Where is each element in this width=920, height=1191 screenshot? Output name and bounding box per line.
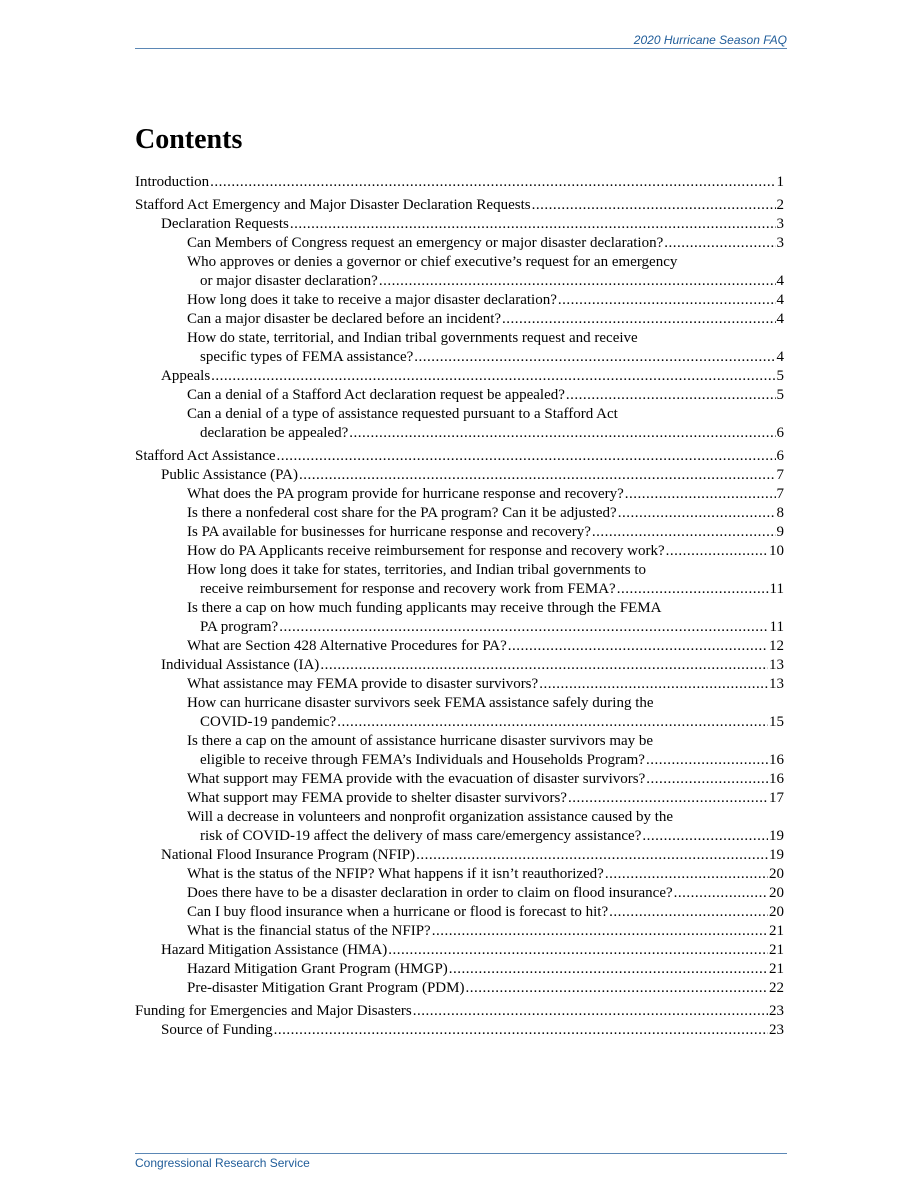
dot-leader <box>642 827 768 846</box>
toc-entry-label: Can I buy flood insurance when a hurricane or flood is forecast to hit? <box>187 904 609 920</box>
toc-page-number: 7 <box>776 486 784 502</box>
toc-page-number: 17 <box>769 790 784 806</box>
dot-leader <box>416 846 768 865</box>
toc-page-number: 16 <box>769 771 784 787</box>
dot-leader <box>432 922 768 941</box>
dot-leader <box>465 979 768 998</box>
toc-entry[interactable] <box>135 580 784 599</box>
dot-leader <box>605 865 768 884</box>
toc-page-number: 12 <box>769 638 784 654</box>
dot-leader <box>664 234 775 253</box>
toc-page-number: 13 <box>769 676 784 692</box>
toc-entry[interactable] <box>135 424 784 443</box>
dot-leader <box>502 310 775 329</box>
dot-leader <box>210 173 775 192</box>
toc-entry[interactable] <box>135 386 784 405</box>
toc-entry-label: What does the PA program provide for hurricane response and recovery? <box>187 486 624 502</box>
toc-entry-label: Introduction <box>135 174 210 190</box>
dot-leader <box>299 466 776 485</box>
dot-leader <box>666 542 768 561</box>
dot-leader <box>290 215 776 234</box>
toc-entry-label: Stafford Act Assistance <box>135 448 276 464</box>
toc-entry[interactable] <box>135 941 784 960</box>
toc-page-number: 5 <box>776 368 784 384</box>
toc-entry-label: risk of COVID-19 affect the delivery of mass care/emergency assistance? <box>200 828 642 844</box>
toc-page-number: 19 <box>769 847 784 863</box>
toc-page-number: 10 <box>769 543 784 559</box>
toc-entry-heading-line: Who approves or denies a governor or chief executive’s request for an emergency <box>187 254 678 270</box>
toc-page-number: 23 <box>769 1022 784 1038</box>
toc-entry-heading-line: How do state, territorial, and Indian tribal governments request and receive <box>187 330 638 346</box>
toc-entry[interactable] <box>135 922 784 941</box>
toc-entry[interactable] <box>135 960 784 979</box>
dot-leader <box>349 424 775 443</box>
toc-entry-label: Can a major disaster be declared before an incident? <box>187 311 502 327</box>
toc-page-number: 4 <box>776 349 784 365</box>
dot-leader <box>211 367 775 386</box>
dot-leader <box>539 675 768 694</box>
toc-entry[interactable] <box>135 466 784 485</box>
toc-entry[interactable] <box>135 234 784 253</box>
toc-entry[interactable] <box>135 637 784 656</box>
toc-page-number: 13 <box>769 657 784 673</box>
dot-leader <box>646 770 768 789</box>
toc-entry-label: What support may FEMA provide to shelter disaster survivors? <box>187 790 567 806</box>
dot-leader <box>532 196 776 215</box>
page-title: Contents <box>135 124 243 155</box>
dot-leader <box>617 580 769 599</box>
dot-leader <box>274 1021 768 1040</box>
dot-leader <box>674 884 768 903</box>
toc-page-number: 2 <box>776 197 784 213</box>
toc-entry-label: specific types of FEMA assistance? <box>200 349 414 365</box>
toc-entry[interactable] <box>135 542 784 561</box>
toc-page-number: 19 <box>769 828 784 844</box>
toc-page-number: 4 <box>776 273 784 289</box>
toc-entry-label: What support may FEMA provide with the evacuation of disaster survivors? <box>187 771 646 787</box>
toc-page-number: 11 <box>769 581 784 597</box>
dot-leader <box>566 386 776 405</box>
toc-entry-label: Source of Funding <box>161 1022 273 1038</box>
toc-page-number: 8 <box>776 505 784 521</box>
toc-entry-label: Individual Assistance (IA) <box>161 657 320 673</box>
dot-leader <box>592 523 776 542</box>
toc-page-number: 5 <box>776 387 784 403</box>
toc-page-number: 4 <box>776 311 784 327</box>
toc-entry[interactable] <box>135 272 784 291</box>
toc-entry[interactable] <box>135 348 784 367</box>
toc-page-number: 21 <box>769 923 784 939</box>
toc-entry-label: Is PA available for businesses for hurricane response and recovery? <box>187 524 591 540</box>
toc-page-number: 11 <box>769 619 784 635</box>
toc-entry-label: declaration be appealed? <box>200 425 349 441</box>
toc-entry-label: What is the financial status of the NFIP? <box>187 923 431 939</box>
toc-entry[interactable] <box>135 1021 784 1040</box>
dot-leader <box>320 656 768 675</box>
toc-entry-label: How do PA Applicants receive reimbursement for response and recovery work? <box>187 543 665 559</box>
toc-entry[interactable] <box>135 1002 784 1021</box>
toc-entry-label: Pre-disaster Mitigation Grant Program (PDM) <box>187 980 465 996</box>
toc-page-number: 21 <box>769 961 784 977</box>
toc-entry-heading-line: Is there a cap on how much funding applicants may receive through the FEMA <box>187 600 662 616</box>
toc-page-number: 15 <box>769 714 784 730</box>
toc-entry[interactable] <box>135 523 784 542</box>
toc-entry-heading-line: Is there a cap on the amount of assistance hurricane disaster survivors may be <box>187 733 654 749</box>
toc-entry-heading-line: How long does it take for states, territories, and Indian tribal governments to <box>187 562 647 578</box>
toc-entry-label: Hazard Mitigation Grant Program (HMGP) <box>187 961 448 977</box>
dot-leader <box>277 447 776 466</box>
toc-entry-label: Hazard Mitigation Assistance (HMA) <box>161 942 388 958</box>
toc-page-number: 6 <box>776 425 784 441</box>
toc-entry-label: What assistance may FEMA provide to disaster survivors? <box>187 676 539 692</box>
dot-leader <box>625 485 776 504</box>
toc-entry-label: Is there a nonfederal cost share for the PA program? Can it be adjusted? <box>187 505 617 521</box>
toc-entry[interactable] <box>135 196 784 215</box>
toc-entry[interactable] <box>135 865 784 884</box>
toc-page-number: 1 <box>776 174 784 190</box>
dot-leader <box>449 960 768 979</box>
toc-page-number: 16 <box>769 752 784 768</box>
running-header: 2020 Hurricane Season FAQ <box>633 33 787 47</box>
toc-entry-label: National Flood Insurance Program (NFIP) <box>161 847 416 863</box>
toc-entry[interactable] <box>135 903 784 922</box>
toc-entry[interactable] <box>135 675 784 694</box>
toc-entry-label: What is the status of the NFIP? What happens if it isn’t reauthorized? <box>187 866 604 882</box>
toc-entry-label: PA program? <box>200 619 279 635</box>
toc-entry[interactable] <box>135 485 784 504</box>
toc-entry-label: Can Members of Congress request an emergency or major disaster declaration? <box>187 235 664 251</box>
dot-leader <box>379 272 776 291</box>
toc-entry-label: receive reimbursement for response and recovery work from FEMA? <box>200 581 616 597</box>
toc-entry[interactable] <box>135 367 784 386</box>
toc-page-number: 9 <box>776 524 784 540</box>
toc-entry-label: Can a denial of a Stafford Act declaration request be appealed? <box>187 387 565 403</box>
toc-entry[interactable] <box>135 751 784 770</box>
toc-entry-label: eligible to receive through FEMA’s Individuals and Households Program? <box>200 752 645 768</box>
toc-page-number: 22 <box>769 980 784 996</box>
dot-leader <box>568 789 768 808</box>
toc-entry-label: Appeals <box>161 368 211 384</box>
toc-page-number: 20 <box>769 885 784 901</box>
toc-entry[interactable] <box>135 173 784 192</box>
toc-entry[interactable] <box>135 447 784 466</box>
toc-entry-label: or major disaster declaration? <box>200 273 378 289</box>
toc-entry[interactable] <box>135 713 784 732</box>
dot-leader <box>279 618 768 637</box>
table-of-contents <box>135 173 784 1040</box>
toc-entry-heading-line: How can hurricane disaster survivors seek FEMA assistance safely during the <box>187 695 654 711</box>
dot-leader <box>618 504 776 523</box>
toc-entry[interactable] <box>135 291 784 310</box>
toc-entry[interactable] <box>135 215 784 234</box>
toc-entry-label: Declaration Requests <box>161 216 289 232</box>
toc-entry[interactable] <box>135 979 784 998</box>
toc-entry-heading-line: Will a decrease in volunteers and nonprofit organization assistance caused by the <box>187 809 674 825</box>
toc-entry-heading-line: Can a denial of a type of assistance requested pursuant to a Stafford Act <box>187 406 618 422</box>
toc-page-number: 6 <box>776 448 784 464</box>
toc-entry-label: COVID-19 pandemic? <box>200 714 337 730</box>
dot-leader <box>414 348 775 367</box>
toc-page-number: 3 <box>776 235 784 251</box>
toc-entry[interactable] <box>135 789 784 808</box>
toc-page-number: 23 <box>769 1003 784 1019</box>
toc-page-number: 21 <box>769 942 784 958</box>
toc-page-number: 4 <box>776 292 784 308</box>
toc-page-number: 7 <box>776 467 784 483</box>
dot-leader <box>609 903 768 922</box>
toc-entry[interactable] <box>135 310 784 329</box>
toc-page-number: 20 <box>769 904 784 920</box>
header-rule <box>135 48 787 49</box>
toc-entry[interactable] <box>135 504 784 523</box>
dot-leader <box>558 291 776 310</box>
toc-entry-label: Stafford Act Emergency and Major Disaster Declaration Requests <box>135 197 531 213</box>
dot-leader <box>646 751 768 770</box>
toc-entry-label: What are Section 428 Alternative Procedures for PA? <box>187 638 507 654</box>
toc-entry-label: How long does it take to receive a major disaster declaration? <box>187 292 557 308</box>
dot-leader <box>388 941 768 960</box>
footer-org: Congressional Research Service <box>135 1156 310 1170</box>
toc-entry[interactable] <box>135 770 784 789</box>
toc-entry[interactable] <box>135 618 784 637</box>
toc-entry[interactable] <box>135 846 784 865</box>
toc-entry[interactable] <box>135 656 784 675</box>
dot-leader <box>508 637 768 656</box>
dot-leader <box>337 713 768 732</box>
footer-rule <box>135 1153 787 1154</box>
toc-page-number: 3 <box>776 216 784 232</box>
toc-entry-label: Does there have to be a disaster declaration in order to claim on flood insurance? <box>187 885 673 901</box>
toc-entry-label: Public Assistance (PA) <box>161 467 298 483</box>
toc-entry[interactable] <box>135 884 784 903</box>
toc-entry-label: Funding for Emergencies and Major Disasters <box>135 1003 412 1019</box>
toc-page-number: 20 <box>769 866 784 882</box>
dot-leader <box>413 1002 768 1021</box>
toc-entry[interactable] <box>135 827 784 846</box>
